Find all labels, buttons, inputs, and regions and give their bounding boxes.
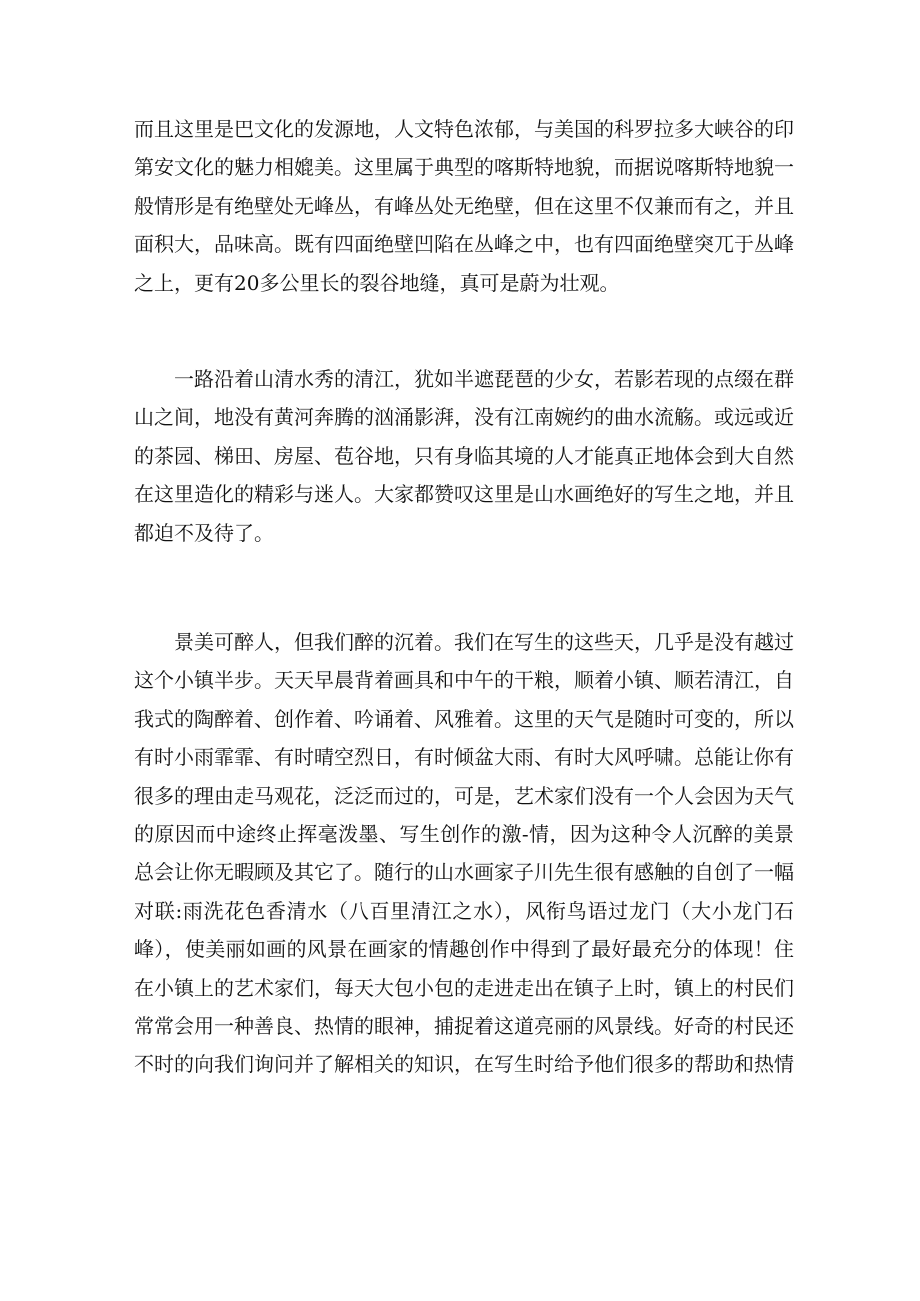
text-line: 峰），使美丽如画的风景在画家的情趣创作中得到了最好最充分的体现！住: [134, 937, 794, 962]
text-line: 之上，更有20多公里长的裂谷地缝，真可是蔚为壮观。: [134, 270, 620, 295]
text-line: 都迫不及待了。: [134, 520, 274, 545]
paragraph-3: [134, 623, 794, 1084]
text-line: 第安文化的魅力相媲美。这里属于典型的喀斯特地貌，而据说喀斯特地貌一: [134, 155, 794, 180]
text-line: 景美可醉人，但我们醉的沉着。我们在写生的这些天，几乎是没有越过: [174, 630, 794, 654]
paragraph-1: [134, 110, 794, 302]
text-line: 在小镇上的艺术家们，每天大包小包的走进走出在镇子上时，镇上的村民们: [134, 975, 794, 1000]
text-line: 有时小雨霏霏、有时晴空烈日，有时倾盆大雨、有时大风呼啸。总能让你有: [134, 745, 794, 770]
text-line: 不时的向我们询问并了解相关的知识，在写生时给予他们很多的帮助和热情: [134, 1052, 794, 1077]
text-line: 常常会用一种善良、热情的眼神，捕捉着这道亮丽的风景线。好奇的村民还: [134, 1013, 794, 1038]
text-line: 总会让你无暇顾及其它了。随行的山水画家子川先生很有感触的自创了一幅: [134, 860, 794, 885]
text-line: 对联:雨洗花色香清水（八百里清江之水），风衔鸟语过龙门（大小龙门石: [134, 898, 794, 923]
text-line: 我式的陶醉着、创作着、吟诵着、风雅着。这里的天气是随时可变的，所以: [134, 706, 794, 731]
text-line: 山之间，地没有黄河奔腾的汹涌影湃，没有江南婉约的曲水流觞。或远或近: [134, 405, 794, 430]
text-line: 面积大，品味高。既有四面绝壁凹陷在丛峰之中，也有四面绝壁突兀于丛峰: [134, 232, 794, 257]
text-line: 的原因而中途终止挥毫泼墨、写生创作的激-情，因为这种令人沉醉的美景: [134, 821, 794, 846]
text-line: 而且这里是巴文化的发源地，人文特色浓郁，与美国的科罗拉多大峡谷的印: [134, 117, 794, 141]
text-line: 很多的理由走马观花，泛泛而过的，可是，艺术家们没有一个人会因为天气: [134, 783, 794, 808]
paragraph-2: [134, 360, 794, 552]
text-line: 般情形是有绝壁处无峰丛，有峰丛处无绝壁，但在这里不仅兼而有之，并且: [134, 193, 794, 218]
text-line: 这个小镇半步。天天早晨背着画具和中午的干粮，顺着小镇、顺若清江，自: [134, 668, 794, 693]
text-line: 的茶园、梯田、房屋、苞谷地，只有身临其境的人才能真正地体会到大自然: [134, 443, 794, 468]
text-line: 一路沿着山清水秀的清江，犹如半遮琵琶的少女，若影若现的点缀在群: [174, 367, 794, 391]
text-line: 在这里造化的精彩与迷人。大家都赞叹这里是山水画绝好的写生之地，并且: [134, 482, 794, 507]
